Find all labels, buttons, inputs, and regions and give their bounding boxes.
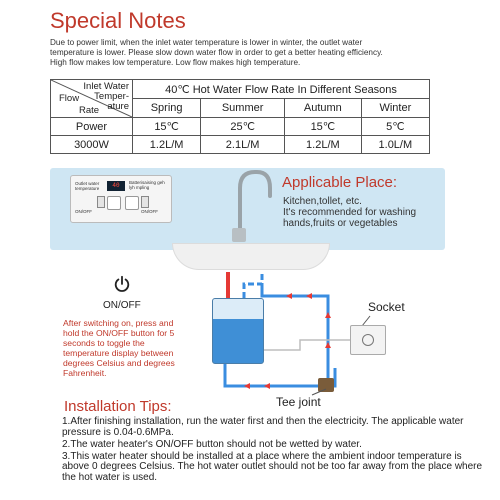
- rate-winter: 1.0L/M: [361, 136, 429, 154]
- socket-hole-icon: [362, 334, 374, 346]
- page-title: Special Notes: [50, 8, 186, 33]
- water-heater-illustration: [212, 298, 264, 364]
- installation-tips: [62, 417, 490, 485]
- tee-joint-icon: [318, 378, 334, 392]
- header-rate: Rate: [79, 105, 100, 116]
- installation-tip: 3.This water heater should be installed at a place where the ambient indoor temperature is above 0 degrees Celsius. The hot water outlet should not be too far away from the place where the hot water is used.: [62, 450, 483, 483]
- onoff-note: After switching on, press and hold the ON/OFF button for 5 seconds to toggle the temperature display between degrees Celsius and degrees Fahrenheit.: [63, 318, 175, 378]
- applicable-place-text: [283, 196, 443, 229]
- outlet-temp-label: Outlet water temperature: [75, 181, 100, 191]
- power-switch-left: [97, 196, 105, 208]
- outlet-right-icon: [125, 196, 139, 210]
- socket-icon: [350, 325, 386, 355]
- installation-tip: 1.After finishing installation, run the water first and then the electricity. The applicable water pressure is 0.04-0.6MPa.: [62, 416, 464, 438]
- table-title: 40℃ Hot Water Flow Rate In Different Seasons: [133, 80, 430, 99]
- onoff-label: ON/OFF: [103, 300, 141, 311]
- season-winter: Winter: [361, 99, 429, 118]
- temperature-display: 40: [107, 181, 125, 191]
- intro-line: temperature is lower. Please slow down water flow in order to get a better heating efficiency.: [50, 48, 383, 57]
- season-autumn: Autumn: [285, 99, 362, 118]
- supply-pipe: [330, 368, 335, 386]
- season-summer: Summer: [201, 99, 285, 118]
- header-temper: Temper-: [94, 91, 129, 102]
- table-header-corner: [51, 80, 133, 118]
- rate-summer: 2.1L/M: [201, 136, 285, 154]
- season-spring: Spring: [133, 99, 201, 118]
- applicable-line: hands,fruits or vegetables: [283, 218, 398, 229]
- intro-line: High flow makes low temperature. Low flow makes high temperature.: [50, 58, 301, 67]
- rate-autumn: 1.2L/M: [285, 136, 362, 154]
- applicable-line: It's recommended for washing: [283, 207, 417, 218]
- header-flow: Flow: [59, 93, 80, 104]
- power-icon: [113, 275, 131, 293]
- applicable-place-title: Applicable Place:: [282, 174, 398, 191]
- power-cable: [264, 340, 352, 350]
- socket-label: Socket: [368, 300, 405, 314]
- onoff-right-label: ON/OFF: [141, 209, 158, 214]
- battery-label: Batterisaising geh lyh mpling: [129, 180, 165, 190]
- tee-joint-label: Tee joint: [276, 395, 321, 409]
- control-panel-illustration: [70, 175, 172, 223]
- sink-illustration: [172, 243, 330, 270]
- header-inlet: Inlet Water: [83, 81, 129, 92]
- power-switch-right: [141, 196, 149, 208]
- installation-title: Installation Tips:: [64, 398, 172, 415]
- rate-spring: 1.2L/M: [133, 136, 201, 154]
- intro-text: [50, 38, 480, 68]
- temp-spring: 15℃: [133, 118, 201, 136]
- intro-line: Due to power limit, when the inlet water temperature is lower in winter, the outlet water: [50, 38, 363, 47]
- header-ature: ature: [107, 101, 129, 112]
- outlet-left-icon: [107, 196, 121, 210]
- heater-top: [213, 299, 263, 319]
- power-label: Power: [51, 118, 133, 136]
- temp-summer: 25℃: [201, 118, 285, 136]
- temp-winter: 5℃: [361, 118, 429, 136]
- onoff-left-label: ON/OFF: [75, 209, 92, 214]
- temp-autumn: 15℃: [285, 118, 362, 136]
- flow-rate-table: [50, 79, 430, 154]
- cold-pipe-to-sink: [244, 272, 262, 298]
- applicable-line: Kitchen,tollet, etc.: [283, 196, 362, 207]
- installation-tip: 2.The water heater's ON/OFF button should not be wetted by water.: [62, 438, 362, 450]
- power-value: 3000W: [51, 136, 133, 154]
